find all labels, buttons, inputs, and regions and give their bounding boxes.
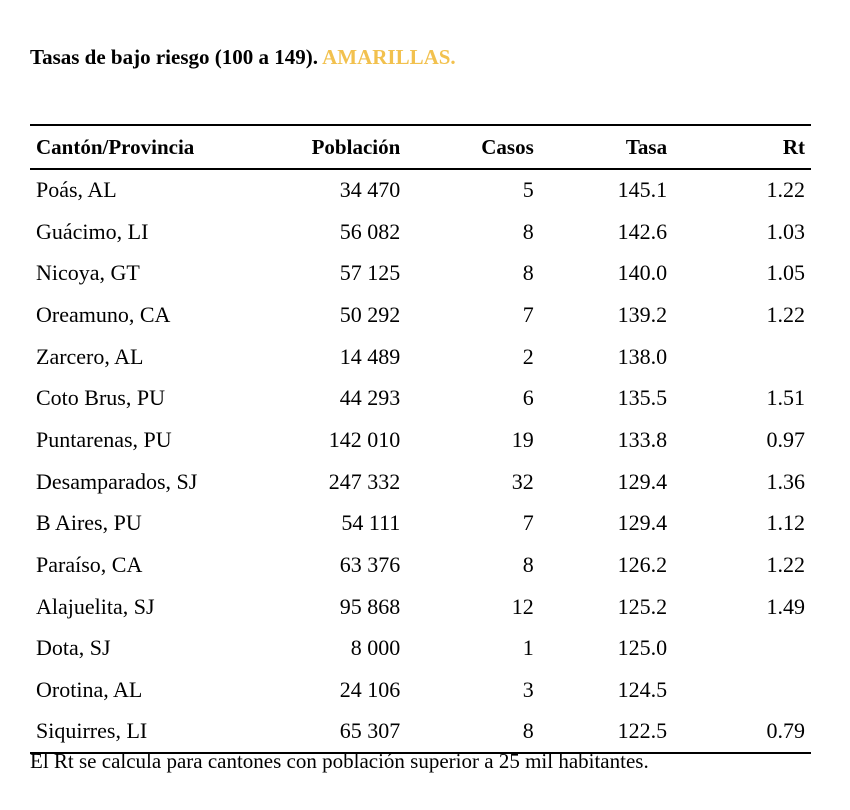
cell-rt: 0.79: [667, 711, 811, 753]
cell-rt: [667, 669, 811, 711]
cell-tasa: 139.2: [617, 301, 668, 327]
cell-canton: Desamparados, SJ: [36, 468, 198, 494]
cell-poblacion: 63 376: [339, 552, 401, 578]
cell-canton: Siquirres, LI: [30, 711, 264, 753]
cell-rt: 1.51: [766, 385, 805, 411]
table-header: [30, 125, 811, 169]
cell-poblacion: 142 010: [328, 426, 401, 452]
table-row: [30, 628, 811, 670]
cell-casos: 12: [511, 593, 534, 619]
cell-canton: Alajuelita, SJ: [36, 593, 155, 619]
cell-canton: Zarcero, AL: [36, 343, 144, 369]
cell-poblacion: 56 082: [339, 218, 401, 244]
header-poblacion: Población: [264, 125, 400, 169]
cell-rt: 1.22: [766, 301, 805, 327]
cell-casos: 5: [522, 177, 534, 203]
cell-rt: 1.36: [766, 468, 805, 494]
cell-rt: 1.22: [766, 177, 805, 203]
cell-poblacion: 95 868: [339, 593, 401, 619]
cell-casos: 8: [522, 218, 534, 244]
cell-tasa: 135.5: [617, 385, 668, 411]
page-title: [30, 44, 456, 70]
cell-tasa: 138.0: [617, 343, 668, 369]
cell-poblacion: 24 106: [339, 677, 401, 703]
risk-rates-table: [30, 124, 811, 754]
table-row: [30, 586, 811, 628]
cell-casos: 32: [511, 468, 534, 494]
table-row: [30, 252, 811, 294]
cell-poblacion: 14 489: [339, 343, 401, 369]
cell-tasa: 129.4: [617, 468, 668, 494]
cell-tasa: 125.2: [617, 593, 668, 619]
title-accent: AMARILLAS.: [322, 45, 456, 69]
cell-poblacion: 8 000: [350, 635, 401, 661]
table-body: [30, 169, 811, 753]
cell-poblacion: 44 293: [339, 385, 401, 411]
cell-casos: 3: [522, 677, 534, 703]
cell-poblacion: 54 111: [341, 510, 401, 536]
cell-rt: 1.22: [766, 552, 805, 578]
cell-tasa: 129.4: [617, 510, 668, 536]
cell-canton: Guácimo, LI: [36, 218, 149, 244]
cell-poblacion: 50 292: [339, 301, 401, 327]
cell-tasa: 126.2: [617, 552, 668, 578]
table-row: [30, 377, 811, 419]
cell-rt: 1.05: [766, 260, 805, 286]
cell-casos: 6: [522, 385, 534, 411]
cell-tasa: 145.1: [617, 177, 668, 203]
header-rt: Rt: [667, 125, 811, 169]
cell-poblacion: 65 307: [264, 711, 400, 753]
title-main: Tasas de bajo riesgo (100 a 149).: [30, 45, 318, 69]
cell-tasa: 125.0: [617, 635, 668, 661]
cell-rt: 1.03: [766, 218, 805, 244]
header-casos: Casos: [400, 125, 533, 169]
cell-poblacion: 34 470: [339, 177, 401, 203]
cell-canton: Orotina, AL: [36, 677, 143, 703]
cell-poblacion: 57 125: [339, 260, 401, 286]
cell-tasa: 124.5: [617, 677, 668, 703]
table-row: [30, 669, 811, 711]
cell-canton: Coto Brus, PU: [36, 385, 165, 411]
cell-tasa: 140.0: [617, 260, 668, 286]
cell-casos: 1: [522, 635, 534, 661]
footnote: El Rt se calcula para cantones con población superior a 25 mil habitantes.: [30, 749, 649, 773]
cell-casos: 7: [522, 301, 534, 327]
table-row: [30, 169, 811, 211]
cell-poblacion: 247 332: [328, 468, 401, 494]
cell-rt: [667, 336, 811, 378]
cell-rt: 1.12: [766, 510, 805, 536]
cell-rt: [667, 628, 811, 670]
cell-casos: 8: [522, 260, 534, 286]
cell-tasa: 133.8: [617, 426, 668, 452]
cell-canton: Poás, AL: [36, 177, 117, 203]
cell-canton: Nicoya, GT: [36, 260, 140, 286]
table-row: [30, 503, 811, 545]
cell-tasa: 142.6: [617, 218, 668, 244]
cell-casos: 2: [522, 343, 534, 369]
cell-rt: 1.49: [766, 593, 805, 619]
table-row: [30, 544, 811, 586]
cell-canton: Paraíso, CA: [36, 552, 143, 578]
table-row: [30, 294, 811, 336]
header-tasa: Tasa: [534, 125, 667, 169]
table-row: [30, 336, 811, 378]
cell-casos: 8: [400, 711, 533, 753]
header-row: [30, 125, 811, 169]
cell-canton: Oreamuno, CA: [36, 301, 171, 327]
table-row: [30, 711, 811, 753]
table-row: [30, 211, 811, 253]
cell-rt: 0.97: [766, 426, 805, 452]
cell-canton: Puntarenas, PU: [36, 426, 172, 452]
table-row: [30, 461, 811, 503]
cell-casos: 7: [522, 510, 534, 536]
cell-canton: B Aires, PU: [36, 510, 142, 536]
header-canton-provincia: Cantón/Provincia: [30, 125, 264, 169]
cell-tasa: 122.5: [534, 711, 667, 753]
cell-casos: 8: [522, 552, 534, 578]
cell-casos: 19: [511, 426, 534, 452]
cell-canton: Dota, SJ: [36, 635, 111, 661]
table-row: [30, 419, 811, 461]
